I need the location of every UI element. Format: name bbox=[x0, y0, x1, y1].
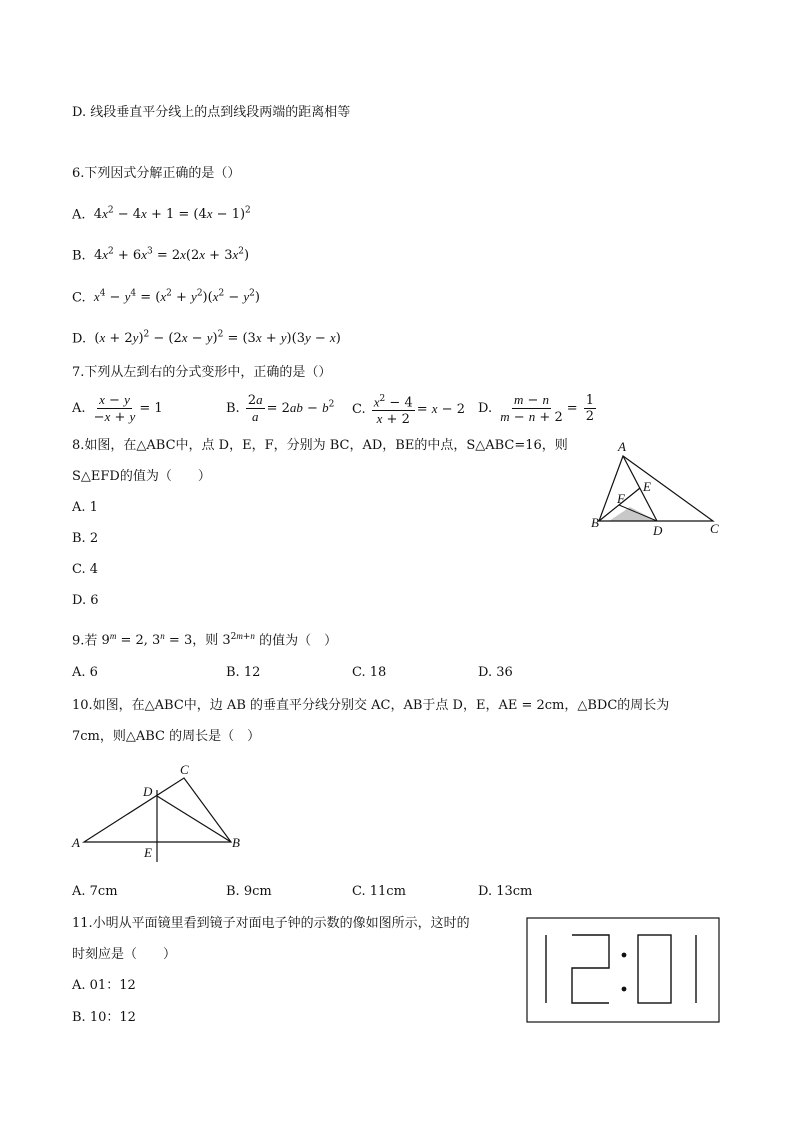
q7-option-d: D. $\frac{m - n}{m - n + 2}$ = $\frac{1}{2}$ bbox=[478, 392, 595, 425]
q10-label-c: C bbox=[180, 762, 189, 777]
q6-option-b-formula: $4x^2 + 6x^3 = 2x(2x + 3x^2)$ bbox=[89, 247, 250, 264]
q11-digit-0 bbox=[638, 935, 671, 1003]
q7-option-a: A. $\frac{x - y}{-x + y}$ = 1 bbox=[72, 392, 163, 425]
q8-option-d: D. 6 bbox=[72, 593, 99, 608]
q6-option-d-label: D. bbox=[72, 331, 87, 347]
q9-option-a: A. 6 bbox=[72, 665, 98, 680]
q8-label-d: D bbox=[653, 523, 663, 538]
q10-segment-db bbox=[157, 796, 231, 842]
q6-option-a bbox=[72, 202, 251, 224]
q6-option-d bbox=[72, 326, 341, 348]
q8-label-e: E bbox=[643, 479, 651, 494]
q7-option-d-label: D. bbox=[478, 401, 493, 416]
q8-label-b: B bbox=[591, 515, 599, 530]
q11-option-a: A. 01：12 bbox=[72, 978, 136, 993]
q7-options bbox=[72, 392, 595, 428]
q9-stem-suffix: 的值为（ ） bbox=[259, 633, 338, 649]
q10-label-e: E bbox=[144, 845, 152, 860]
q6-option-c-label: C. bbox=[72, 290, 86, 306]
q8-label-c: C bbox=[710, 521, 719, 536]
q6-option-a-label: A. bbox=[72, 207, 86, 223]
q7-option-c-label: C. bbox=[352, 402, 366, 418]
q11-option-b: B. 10：12 bbox=[72, 1010, 136, 1025]
q9-condition-formula: $9^m = 2$, $3^n = 3$，则 $3^{2m+n}$ bbox=[101, 631, 255, 649]
q8-label-f: F bbox=[617, 491, 625, 506]
q10-triangle-figure bbox=[68, 758, 248, 868]
q11-digit-mirrored-2 bbox=[572, 935, 609, 1003]
q10-option-c: C. 11cm bbox=[352, 884, 406, 899]
q8-label-a: A bbox=[618, 439, 626, 454]
q8-stem-line1: 8.如图，在△ABC中，点 D，E，F，分别为 BC，AD，BE的中点，S△ABC=16，则 bbox=[72, 438, 568, 453]
q8-option-a: A. 1 bbox=[72, 500, 98, 515]
q11-colon-top bbox=[622, 953, 627, 958]
q7-option-d-half: $\frac{1}{2}$ bbox=[585, 393, 595, 424]
q7-option-b-fraction: $\frac{2a}{a}$ bbox=[247, 392, 263, 424]
q10-label-a: A bbox=[72, 835, 80, 850]
q7-option-b: B. $\frac{2a}{a}$ = $2ab - b^2$ bbox=[226, 392, 335, 424]
q9-option-d: D. 36 bbox=[478, 665, 513, 680]
q6-stem: 6.下列因式分解正确的是（） bbox=[72, 166, 241, 181]
q10-option-a: A. 7cm bbox=[72, 884, 118, 899]
q6-option-b bbox=[72, 243, 249, 265]
q9-options bbox=[72, 665, 592, 701]
q10-label-b: B bbox=[232, 835, 240, 850]
q5-option-d: D. 线段垂直平分线上的点到线段两端的距离相等 bbox=[72, 105, 351, 120]
q10-stem-line1: 10.如图，在△ABC中，边 AB 的垂直平分线分别交 AC，AB于点 D，E，AE = 2cm，△BDC的周长为 bbox=[72, 698, 670, 713]
q10-option-b: B. 9cm bbox=[226, 884, 272, 899]
q7-option-a-fraction: $\frac{x - y}{-x + y}$ bbox=[93, 392, 136, 425]
q6-option-d-formula: $(x + 2y)^2 - (2x - y)^2 = (3x + y)(3y - x)$ bbox=[90, 330, 341, 347]
q7-option-c-fraction: $\frac{x^2 - 4}{x + 2}$ bbox=[373, 394, 413, 428]
q8-triangle-abc bbox=[599, 456, 713, 521]
q8-shaded-triangle-efd bbox=[609, 507, 657, 521]
q7-option-c: C. $\frac{x^2 - 4}{x + 2}$ = x − 2 bbox=[352, 394, 465, 428]
q9-option-b: B. 12 bbox=[226, 665, 261, 680]
q6-option-c bbox=[72, 285, 260, 307]
q11-clock-frame bbox=[527, 918, 719, 1022]
q11-mirrored-clock-figure bbox=[526, 917, 722, 1025]
q7-option-d-fraction: $\frac{m - n}{m - n + 2}$ bbox=[500, 392, 563, 425]
q7-option-b-label: B. bbox=[226, 401, 240, 416]
q6-option-a-formula: $4x^2 - 4x + 1 = (4x - 1)^2$ bbox=[89, 206, 251, 223]
q6-option-b-label: B. bbox=[72, 248, 86, 264]
q8-option-c: C. 4 bbox=[72, 562, 99, 577]
q10-stem-line2: 7cm，则△ABC 的周长是（ ） bbox=[72, 729, 261, 744]
q11-stem-line1: 11.小明从平面镜里看到镜子对面电子钟的示数的像如图所示，这时的 bbox=[72, 916, 470, 931]
q7-option-a-label: A. bbox=[72, 401, 86, 416]
q10-label-d: D bbox=[143, 784, 153, 799]
q10-option-d: D. 13cm bbox=[478, 884, 533, 899]
q8-triangle-figure bbox=[585, 436, 735, 542]
q9-option-c: C. 18 bbox=[352, 665, 387, 680]
q11-colon-bottom bbox=[622, 987, 627, 992]
q11-stem-line2: 时刻应是（ ） bbox=[72, 947, 177, 962]
q8-stem-line2: S△EFD的值为（ ） bbox=[72, 469, 211, 484]
q6-option-c-formula: $x^4 - y^4 = (x^2 + y^2)(x^2 - y^2)$ bbox=[93, 289, 260, 306]
q9-stem-prefix: 9.若 bbox=[72, 633, 98, 649]
q9-stem bbox=[72, 627, 337, 650]
q8-option-b: B. 2 bbox=[72, 531, 99, 546]
q7-stem: 7.下列从左到右的分式变形中，正确的是（） bbox=[72, 365, 332, 380]
